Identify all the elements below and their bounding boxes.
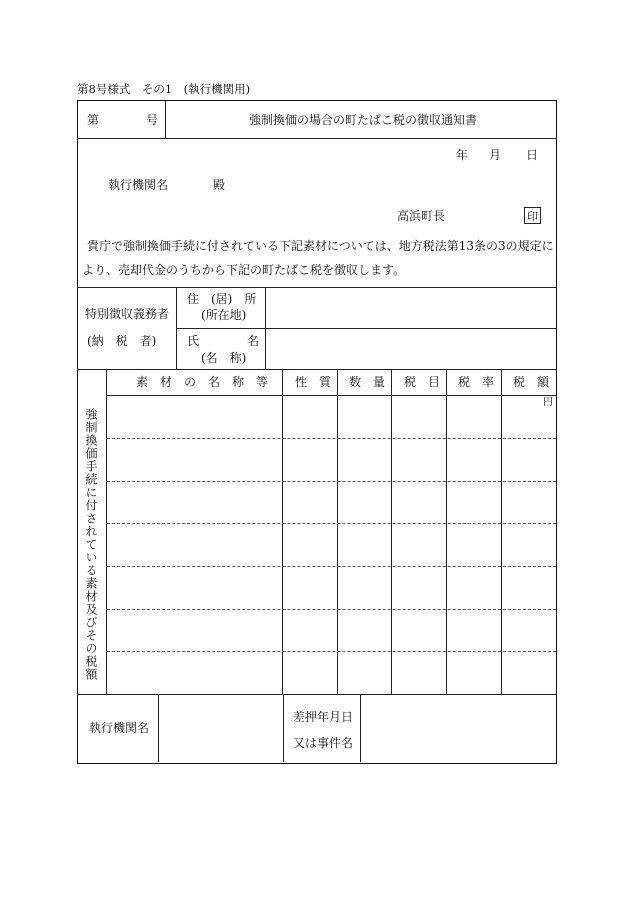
body-text-line-2: より、売却代金のうちから下記の町たばこ税を徴収します。 bbox=[82, 263, 406, 277]
footer-agency-label: 執行機関名 bbox=[89, 721, 150, 735]
date-day: 日 bbox=[526, 148, 539, 162]
header-bottom-line bbox=[77, 138, 557, 139]
number-label-2: 号 bbox=[146, 113, 159, 127]
col-header-tax-amount: 税 額 bbox=[513, 375, 550, 389]
footer-divider-3 bbox=[360, 694, 361, 762]
col-header-tax-item: 税 目 bbox=[404, 375, 441, 389]
row-divider bbox=[107, 438, 556, 439]
items-side-divider bbox=[106, 369, 107, 694]
footer-divider-1 bbox=[158, 694, 159, 762]
seizure-date-label: 差押年月日 bbox=[293, 710, 354, 724]
taxpayer-label-2: (納 税 者) bbox=[87, 334, 157, 348]
case-name-label: 又は事件名 bbox=[293, 736, 354, 750]
items-header-line bbox=[106, 395, 556, 396]
col-header-property: 性 質 bbox=[295, 375, 332, 389]
date-year: 年 bbox=[456, 148, 469, 162]
row-divider bbox=[107, 523, 556, 524]
col-divider-5 bbox=[501, 369, 502, 694]
header-divider bbox=[165, 101, 166, 138]
footer-divider-2 bbox=[283, 694, 284, 762]
unit-yen: 円 bbox=[543, 397, 553, 408]
taxpayer-label-1: 特別徴収義務者 bbox=[85, 307, 170, 321]
row-divider bbox=[107, 609, 556, 610]
col-divider-2 bbox=[337, 369, 338, 694]
recipient-agency-label: 執行機関名 bbox=[108, 178, 169, 192]
items-bottom-line bbox=[77, 694, 557, 695]
col-divider-4 bbox=[446, 369, 447, 694]
col-divider-3 bbox=[391, 369, 392, 694]
form-frame bbox=[77, 100, 557, 764]
form-code: 第8号様式 その1 (執行機関用) bbox=[77, 82, 251, 96]
recipient-honorific: 殿 bbox=[213, 178, 226, 192]
form-title: 強制換価の場合の町たばこ税の徴収通知書 bbox=[249, 113, 478, 127]
col-header-name: 素 材 の 名 称 等 bbox=[136, 375, 269, 389]
body-text-line-1: 貴庁で強制換価手続に付されている下記素材については、地方税法第13条の3の規定に bbox=[87, 239, 554, 253]
row-divider bbox=[107, 651, 556, 652]
items-side-label: 強制換価手続に付されている素材及びその税額 bbox=[84, 408, 98, 681]
taxpayer-bottom-line bbox=[77, 369, 557, 370]
number-label-1: 第 bbox=[87, 113, 100, 127]
taxpayer-mid-line bbox=[176, 328, 556, 329]
address-sub-label: (所在地) bbox=[201, 308, 247, 322]
row-divider bbox=[107, 566, 556, 567]
name-sub-label: (名 称) bbox=[201, 351, 247, 365]
sender-mayor: 高浜町長 bbox=[397, 209, 446, 223]
name-label: 氏 名 bbox=[187, 334, 260, 348]
date-month: 月 bbox=[489, 148, 502, 162]
seal-mark: 印 bbox=[524, 207, 541, 224]
col-header-tax-rate: 税 率 bbox=[458, 375, 495, 389]
col-divider-1 bbox=[282, 369, 283, 694]
col-header-quantity: 数 量 bbox=[349, 375, 386, 389]
address-label: 住 (居) 所 bbox=[187, 292, 257, 306]
body-bottom-line bbox=[77, 287, 557, 288]
row-divider bbox=[107, 481, 556, 482]
